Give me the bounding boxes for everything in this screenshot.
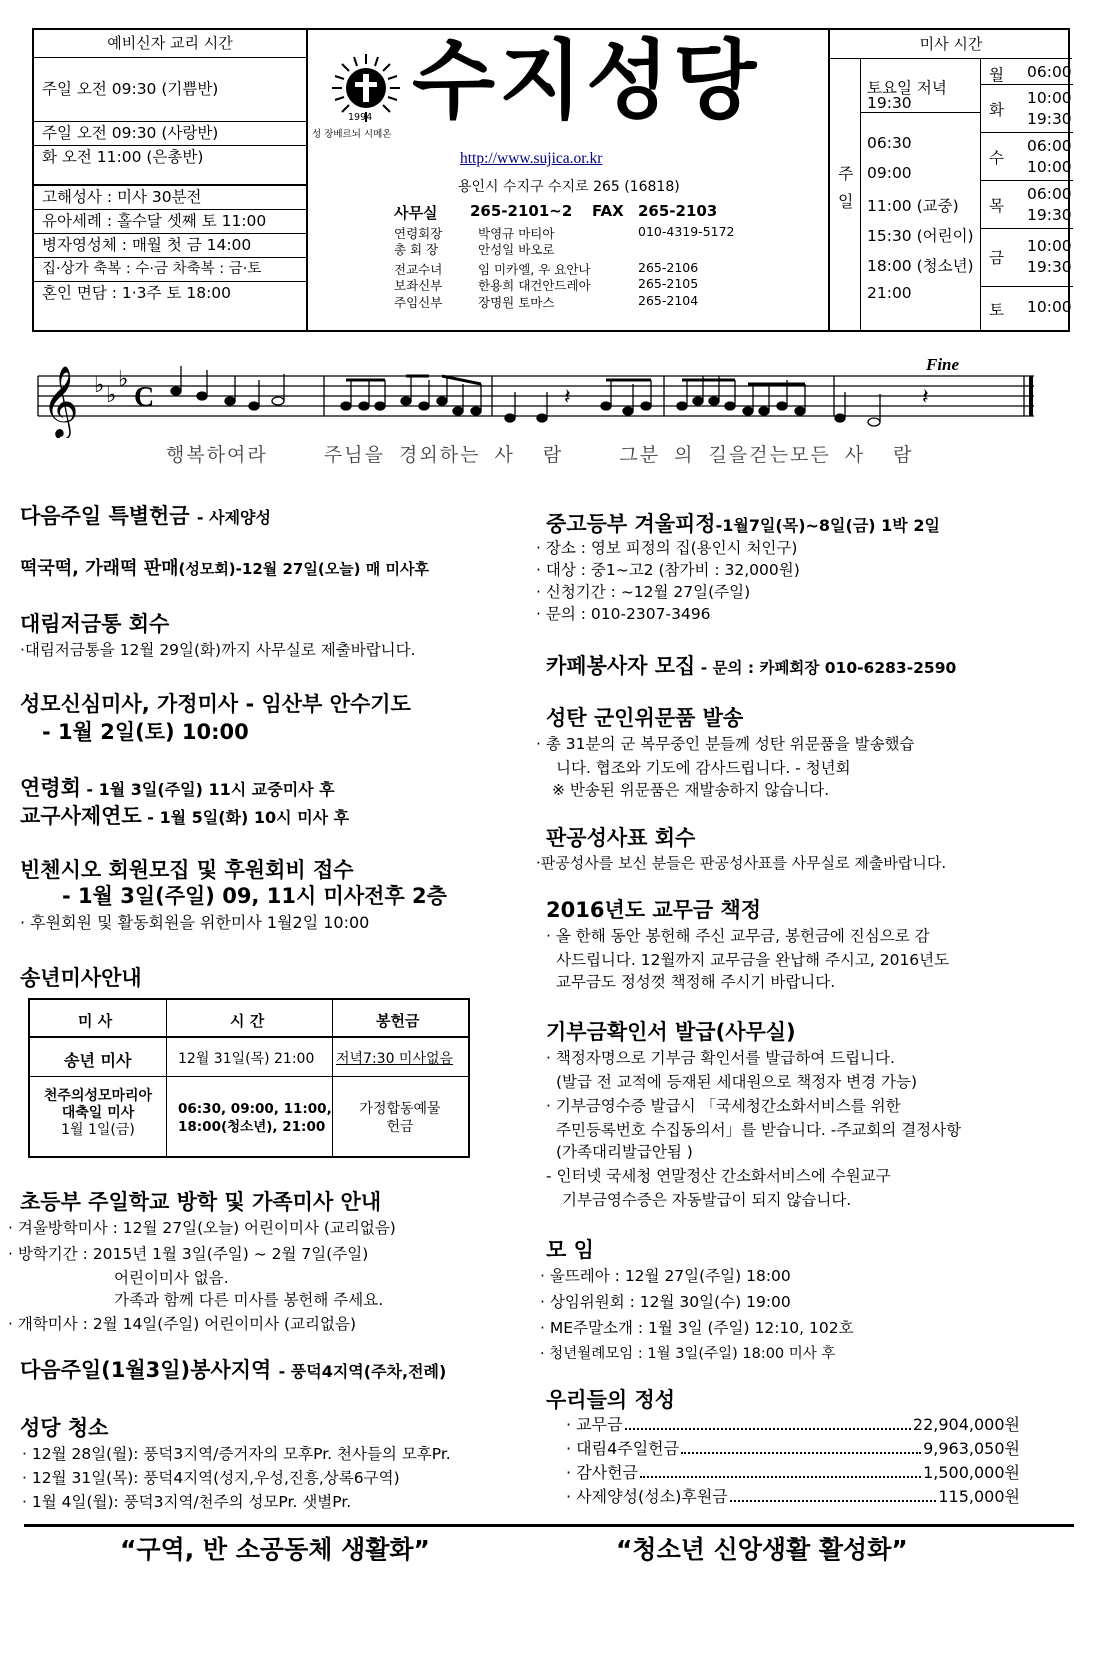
advent-bank-title: 대림저금통 회수	[20, 612, 170, 636]
church-cleaning-title: 성당 청소	[20, 1416, 109, 1440]
staff-phone: 265-2104	[638, 293, 699, 308]
catechism-title: 예비신자 교리 시간	[34, 30, 306, 58]
military-gift-line: ※ 반송된 위문품은 재발송하지 않습니다.	[552, 781, 830, 799]
mass-schedule-panel	[828, 30, 1072, 330]
sunday-mass-time: 18:00 (청소년)	[867, 257, 974, 275]
church-name: 수지성당	[412, 31, 761, 131]
sacrament-row: 고해성사 : 미사 30분전	[34, 186, 306, 210]
table-cell: 12월 31일(목) 21:00	[178, 1051, 315, 1067]
staff-phone: 265-2106	[638, 260, 699, 275]
winter-retreat-title: 중고등부 겨울피정-1월7일(목)~8일(금) 1박 2일	[546, 512, 940, 536]
sunday-school-line: · 겨울방학미사 : 12월 27일(오늘) 어린이미사 (교리없음)	[8, 1219, 396, 1237]
footer-divider	[24, 1524, 1074, 1527]
weekday-label: 금	[989, 249, 1004, 267]
staff-name: 장명원 토마스	[478, 295, 555, 310]
staff-role: 총 회 장	[394, 242, 439, 257]
sacrament-row: 유아세례 : 홀수달 셋째 토 11:00	[34, 210, 306, 234]
table-cell: 천주의성모마리아 대축일 미사 1월 1일(금)	[43, 1088, 153, 1138]
sunday-school-line: · 개학미사 : 2월 14일(주일) 어린이미사 (교리없음)	[8, 1315, 357, 1333]
funeral-society-title: 연령회 - 1월 3일(주일) 11시 교중미사 후	[20, 776, 335, 800]
church-cleaning-line: · 12월 28일(월): 풍덕3지역/증거자의 모후Pr. 천사들의 모후Pr.	[22, 1445, 451, 1463]
staff-role: 전교수녀	[394, 262, 443, 277]
fax-label: FAX	[592, 202, 624, 220]
confession-card-line: ·판공성사를 보신 분들은 판공성사표를 사무실로 제출바랍니다.	[536, 854, 947, 872]
vincent-society-title: 빈첸시오 회원모집 및 후원회비 접수	[20, 858, 354, 882]
logo-year: 1994	[348, 112, 373, 123]
staff-role: 주임신부	[394, 295, 443, 310]
table-header: 봉헌금	[376, 1012, 420, 1030]
fine-mark: Fine	[926, 356, 960, 374]
table-header: 미 사	[78, 1012, 113, 1030]
marian-mass-title: 성모신심미사, 가정미사 - 임산부 안수기도	[20, 692, 411, 716]
tithe-line: · 올 한해 동안 봉헌해 주신 교무금, 봉헌금에 진심으로 감	[546, 927, 930, 945]
meeting-line: · 상임위원회 : 12월 30일(수) 19:00	[540, 1293, 791, 1311]
table-cell: 송년 미사	[64, 1051, 132, 1070]
sunday-mass-time: 06:30	[867, 134, 912, 152]
weekday-times: 06:00 19:30	[1027, 185, 1072, 224]
catechism-schedule-panel	[34, 30, 308, 330]
music-staff	[34, 356, 1074, 438]
rice-cake-sale-title: 떡국떡, 가래떡 판매(성모회)-12월 27일(오늘) 매 미사후	[20, 558, 429, 579]
sunday-school-title: 초등부 주일학교 방학 및 가족미사 안내	[20, 1190, 382, 1214]
vincent-society-note: · 후원회원 및 활동회원을 위한미사 1월2일 10:00	[20, 913, 370, 932]
cafe-volunteer-title: 카페봉사자 모집 - 문의 : 카페회장 010-6283-2590	[546, 654, 957, 678]
staff-role: 보좌신부	[394, 278, 443, 293]
church-cleaning-line: · 1월 4일(월): 풍덕3지역/천주의 성모Pr. 샛별Pr.	[22, 1493, 352, 1511]
table-cell: 06:30, 09:00, 11:00, 18:00(청소년), 21:00	[178, 1101, 332, 1135]
catechism-row: 주일 오전 09:30 (사랑반)	[34, 122, 306, 146]
weekday-row	[981, 58, 1073, 85]
tithe-line: 교무금도 정성껏 책정해 주시기 바랍니다.	[556, 973, 836, 991]
svg-text:♭: ♭	[118, 367, 129, 392]
weekday-grid	[980, 58, 1073, 330]
year-end-mass-table	[28, 998, 470, 1158]
staff-phone: 010-4319-5172	[638, 224, 735, 239]
church-address: 용인시 수지구 수지로 265 (16818)	[458, 179, 680, 195]
sunday-mass-time: 09:00	[867, 164, 912, 182]
weekday-row	[981, 132, 1073, 181]
staff-name: 임 미카엘, 우 요안나	[478, 262, 591, 277]
meetings-title: 모 임	[546, 1238, 594, 1262]
weekday-label: 화	[989, 101, 1004, 119]
weekday-times: 10:00 19:30	[1027, 89, 1072, 128]
weekday-row	[981, 228, 1073, 287]
svg-text:♭: ♭	[94, 373, 105, 398]
svg-text:𝄞: 𝄞	[42, 364, 79, 437]
weekday-times: 10:00 19:30	[1027, 237, 1072, 276]
svg-text:♭: ♭	[106, 383, 117, 408]
winter-retreat-line: · 대상 : 중1~고2 (참가비 : 32,000원)	[536, 561, 800, 579]
advent-bank-line: ·대림저금통을 12월 29일(화)까지 사무실로 제출바랍니다.	[20, 641, 416, 659]
office-label: 사무실	[394, 204, 438, 222]
staff-name: 한용희 대건안드레아	[478, 278, 591, 293]
table-cell: 가정합동예물 헌금	[359, 1101, 441, 1135]
staff-phone: 265-2105	[638, 276, 699, 291]
winter-retreat-line: · 장소 : 영보 피정의 집(용인시 처인구)	[536, 539, 798, 557]
mass-title: 미사 시간	[830, 30, 1072, 59]
donation-receipt-line: 기부금영수증은 자동발급이 되지 않습니다.	[562, 1191, 852, 1209]
saturday-eve-time: 19:30	[867, 94, 912, 112]
saturday-eve-label: 토요일 저녁	[867, 79, 947, 97]
marian-mass-date: - 1월 2일(토) 10:00	[42, 720, 249, 744]
donation-receipt-line: · 기부금영수증 발급시 「국세청간소화서비스를 위한	[546, 1097, 901, 1115]
website-link[interactable]: http://www.sujica.or.kr	[460, 150, 603, 167]
meeting-line: · 청년월례모임 : 1월 3일(주일) 18:00 미사 후	[540, 1346, 836, 1362]
weekday-times: 06:00 10:00	[1027, 137, 1072, 176]
tithe-title: 2016년도 교무금 책정	[546, 898, 762, 922]
military-gift-line: 니다. 협조와 기도에 감사드립니다. - 청년회	[556, 759, 851, 777]
vincent-society-date: - 1월 3일(주일) 09, 11시 미사전후 2층	[62, 884, 447, 908]
table-cell: 저녁7:30 미사없음	[336, 1051, 454, 1067]
staff-role: 연령회장	[394, 226, 443, 241]
meeting-line: · 울뜨레아 : 12월 27일(주일) 18:00	[540, 1267, 791, 1285]
staff-name: 박영규 마티아	[478, 226, 555, 241]
sacrament-row: 집·상가 축복 : 수·금 차축복 : 금·토	[34, 258, 306, 282]
svg-text:C: C	[134, 382, 155, 413]
donation-receipt-line: 주민등록번호 수집동의서」를 받습니다. -주교회의 결정사항	[556, 1121, 962, 1139]
table-header: 시 간	[230, 1012, 265, 1030]
church-info-panel	[308, 30, 828, 330]
sunday-mass-time: 11:00 (교중)	[867, 197, 959, 215]
confession-card-title: 판공성사표 회수	[546, 826, 696, 850]
military-gift-line: · 총 31분의 군 복무중인 분들께 성탄 위문품을 발송했습	[536, 735, 915, 753]
sunday-school-line: · 방학기간 : 2015년 1월 3일(주일) ~ 2월 7일(주일)	[8, 1245, 369, 1263]
weekday-row	[981, 84, 1073, 133]
staff-name: 안성일 바오로	[478, 242, 555, 257]
catechism-row: 화 오전 11:00 (은총반)	[34, 146, 306, 186]
weekday-label: 월	[989, 66, 1004, 84]
church-cleaning-line: · 12월 31일(목): 풍덕4지역(성지,우성,진흥,상록6구역)	[22, 1469, 400, 1487]
weekday-row	[981, 286, 1073, 330]
fax-number: 265-2103	[638, 202, 718, 220]
weekday-label: 토	[989, 301, 1004, 319]
svg-text:𝄽: 𝄽	[922, 385, 929, 410]
footer-quote-left: “구역, 반 소공동체 생활화”	[120, 1535, 430, 1564]
logo-caption: 성 장베르뇌 시메온	[312, 129, 392, 140]
tithe-line: 사드립니다. 12월까지 교무금을 완납해 주시고, 2016년도	[556, 951, 950, 969]
sunday-school-line: 가족과 함께 다른 미사를 봉헌해 주세요.	[114, 1291, 384, 1309]
year-end-mass-title: 송년미사안내	[20, 966, 142, 990]
svg-text:𝄽: 𝄽	[564, 385, 571, 410]
weekday-row	[981, 180, 1073, 229]
sunday-mass-time: 21:00	[867, 284, 912, 302]
sacrament-row: 병자영성체 : 매월 첫 금 14:00	[34, 234, 306, 258]
sacrament-row: 혼인 면담 : 1·3주 토 18:00	[42, 284, 232, 302]
saturday-eve-cell	[861, 58, 981, 113]
office-phone: 265-2101~2	[470, 202, 573, 220]
donation-receipt-line: - 인터넷 국세청 연말정산 간소화서비스에 수원교구	[546, 1167, 891, 1185]
weekday-times: 06:00	[1027, 63, 1072, 81]
bulletin-header	[32, 28, 1070, 332]
diocesan-requiem-title: 교구사제연도 - 1월 5일(화) 10시 미사 후	[20, 804, 350, 828]
weekday-label: 수	[989, 149, 1004, 167]
sunday-mass-time: 15:30 (어린이)	[867, 227, 974, 245]
donation-receipt-title: 기부금확인서 발급(사무실)	[546, 1020, 796, 1044]
winter-retreat-line: · 문의 : 010-2307-3496	[536, 605, 711, 623]
footer-quote-right: “청소년 신앙생활 활성화”	[616, 1535, 908, 1564]
sunday-school-line: 어린이미사 없음.	[114, 1269, 229, 1287]
sunday-label: 주일	[838, 164, 854, 211]
special-offering-title: 다음주일 특별헌금 - 사제양성	[20, 504, 271, 528]
offerings-title: 우리들의 정성	[546, 1388, 676, 1412]
weekday-label: 목	[989, 197, 1004, 215]
weekday-times: 10:00	[1027, 298, 1072, 316]
donation-receipt-line: (발급 전 교적에 등재된 세대원으로 책정자 변경 가능)	[556, 1073, 918, 1091]
service-area-title: 다음주일(1월3일)봉사지역 - 풍덕4지역(주차,전례)	[20, 1358, 447, 1382]
hymn-lyrics: 행복하여라 주님을 경외하는 사 람 그분 의 길을걷는모든 사 람	[166, 444, 914, 466]
offering-row: · 교무금 22,904,000원 · 대림4주일헌금 9,963,050원 · 감사헌금 1,500,000원 · 사제양성(성소)후원금 115,000원	[566, 1415, 1020, 1506]
donation-receipt-line: · 책정자명으로 기부금 확인서를 발급하여 드립니다.	[546, 1049, 895, 1067]
military-gift-title: 성탄 군인위문품 발송	[546, 706, 744, 730]
meeting-line: · ME주말소개 : 1월 3일 (주일) 12:10, 102호	[540, 1319, 854, 1337]
donation-receipt-line: (가족대리발급안됨 )	[556, 1143, 693, 1161]
winter-retreat-line: · 신청기간 : ~12월 27일(주일)	[536, 583, 751, 601]
catechism-row: 주일 오전 09:30 (기쁨반)	[34, 58, 306, 122]
